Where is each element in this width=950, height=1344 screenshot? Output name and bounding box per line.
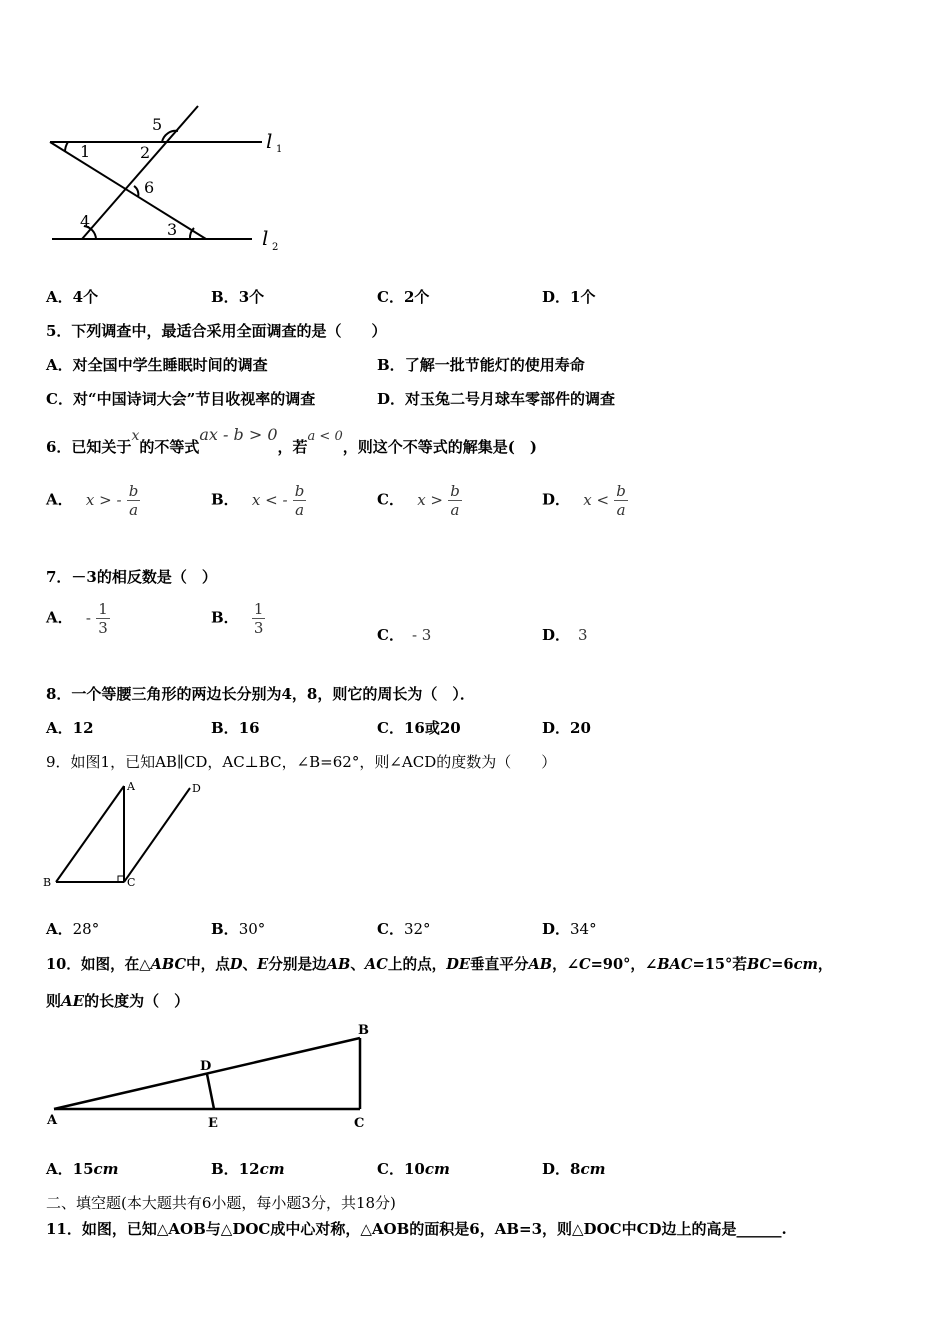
- angle-label-5: 5: [152, 115, 163, 134]
- q10-label-a: A: [47, 1113, 58, 1128]
- q6-stem: 6．已知关于x的不等式ax - b > 0，若a < 0，则这个不等式的解集是( ): [46, 425, 537, 456]
- label-l1: l: [266, 129, 273, 153]
- q9-option-a: A．28°: [46, 920, 100, 938]
- q9-label-c: C: [127, 876, 136, 889]
- q5-option-b: B．了解一批节能灯的使用寿命: [377, 356, 585, 374]
- q10-stem-line1: 10．如图，在△ABC中，点D、E分别是边AB、AC上的点，DE垂直平分AB，∠C=90°，∠BAC=15°若BC=6cm，: [46, 956, 833, 973]
- q8-option-a: A．12: [46, 719, 94, 737]
- label-l2: l: [262, 226, 269, 250]
- q9-label-b: B: [43, 876, 52, 889]
- angle-label-1: 1: [80, 142, 91, 161]
- q6-option-d: D． x < $\frac{b}{a}$: [542, 482, 626, 519]
- q6-option-c: C． x > $\frac{b}{a}$: [377, 482, 460, 519]
- q5-option-d: D．对玉兔二号月球车零部件的调查: [377, 390, 616, 408]
- label-l1-sub: 1: [276, 144, 283, 155]
- q10-label-c: C: [354, 1116, 365, 1131]
- angle-arc-1: [65, 142, 68, 152]
- q8-option-c: C．16或20: [377, 719, 461, 737]
- q10-option-a: A．15cm: [46, 1160, 119, 1178]
- q8-option-d: D．20: [542, 719, 591, 737]
- q10-option-b: B．12cm: [211, 1160, 285, 1178]
- q5-stem: 5．下列调查中，最适合采用全面调查的是（ ）: [46, 322, 387, 340]
- q10-option-c: C．10cm: [377, 1160, 450, 1178]
- transversal-1: [50, 142, 206, 239]
- q7-option-b: B． $\frac{1}{3}$: [211, 600, 264, 637]
- q8-stem: 8．一个等腰三角形的两边长分别为4，8，则它的周长为（ ）．: [46, 685, 475, 703]
- q7-stem: 7．－3的相反数是（ ）: [46, 568, 217, 586]
- q9-label-d: D: [192, 782, 201, 795]
- q5-option-c: C．对“中国诗词大会”节目收视率的调查: [46, 390, 316, 408]
- q7-option-c: C． - 3: [377, 626, 432, 644]
- q10-stem-line2: 则AE的长度为（ ）: [46, 992, 190, 1010]
- figure-q10: [40, 1018, 380, 1136]
- q4-option-d: D．1个: [542, 288, 596, 306]
- q9-label-a: A: [127, 780, 135, 793]
- q4-option-b: B．3个: [211, 288, 265, 306]
- q8-option-b: B．16: [211, 719, 260, 737]
- q10-label-e: E: [208, 1116, 218, 1131]
- q4-option-c: C．2个: [377, 288, 430, 306]
- angle-label-4: 4: [80, 212, 91, 231]
- q9-stem: 9．如图1，已知AB∥CD，AC⊥BC，∠B=62°，则∠ACD的度数为（ ）: [46, 753, 557, 771]
- q5-option-a: A．对全国中学生睡眠时间的调查: [46, 356, 268, 374]
- angle-label-3: 3: [167, 220, 178, 239]
- q10-option-d: D．8cm: [542, 1160, 606, 1178]
- q9-option-b: B．30°: [211, 920, 266, 938]
- q6-option-b: B． x < - $\frac{b}{a}$: [211, 482, 305, 519]
- q11-stem: 11．如图，已知△AOB与△DOC成中心对称，△AOB的面积是6，AB=3，则△DOC中CD边上的高是______.: [46, 1220, 787, 1238]
- q7-option-a: A． - $\frac{1}{3}$: [46, 600, 108, 637]
- figure-parallel-lines: [40, 100, 300, 260]
- angle-label-6: 6: [144, 178, 155, 197]
- q9-option-c: C．32°: [377, 920, 431, 938]
- q10-label-b: B: [358, 1023, 369, 1038]
- label-l2-sub: 2: [272, 242, 279, 253]
- angle-label-2: 2: [140, 143, 151, 162]
- q6-option-a: A． x > - $\frac{b}{a}$: [46, 482, 139, 519]
- q7-option-d: D． 3: [542, 626, 588, 644]
- figure-q9: [40, 778, 220, 893]
- q4-option-a: A．4个: [46, 288, 99, 306]
- q9-option-d: D．34°: [542, 920, 597, 938]
- q10-label-d: D: [200, 1059, 212, 1074]
- section2-heading: 二、填空题(本大题共有6小题，每小题3分，共18分): [46, 1194, 396, 1212]
